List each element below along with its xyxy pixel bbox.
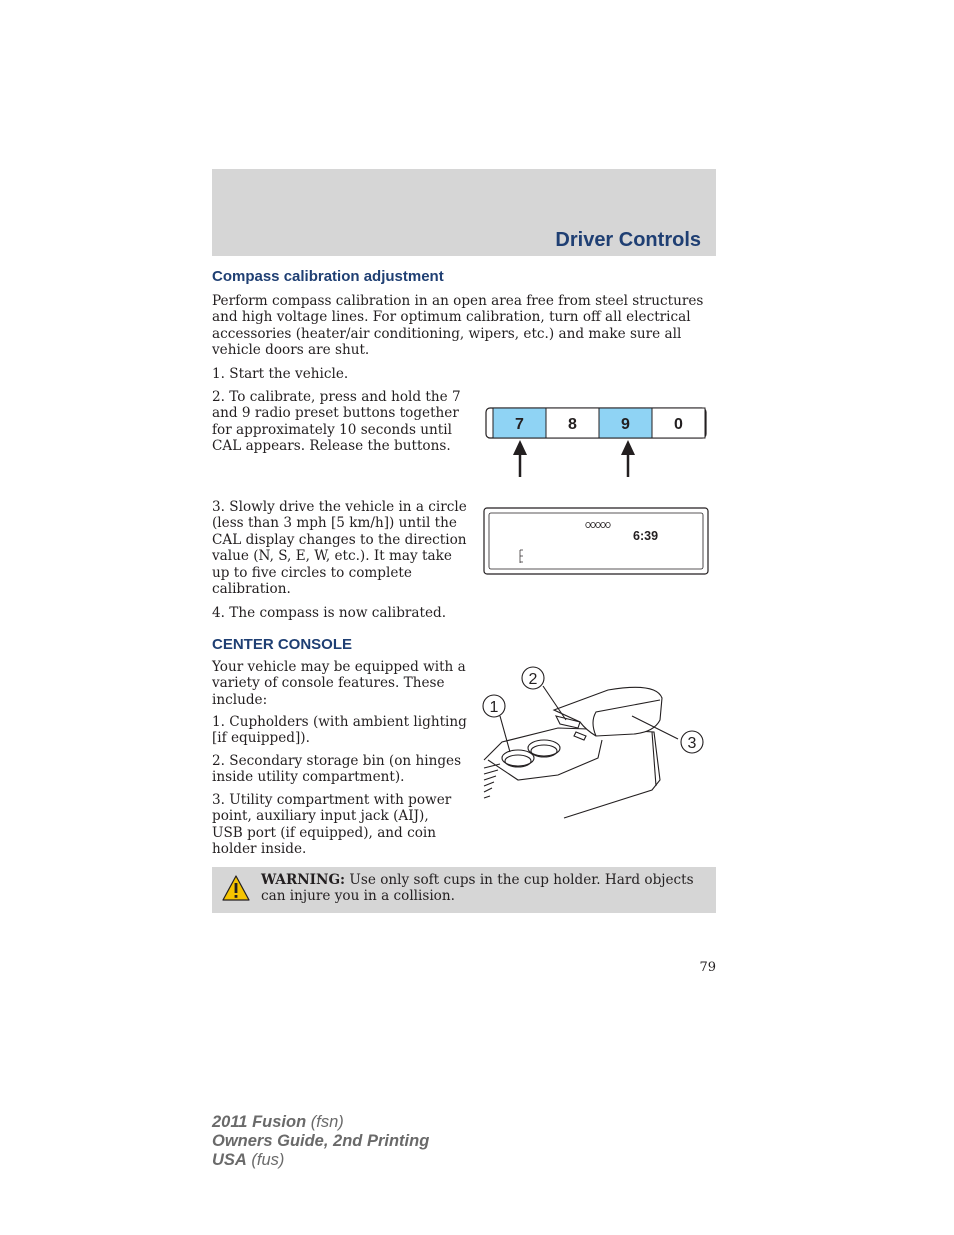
display-time: 6:39	[633, 529, 659, 543]
svg-text:2: 2	[528, 671, 538, 688]
warning-box	[212, 867, 716, 913]
center-console-illustration	[478, 660, 716, 820]
arrow-up-icon	[621, 440, 635, 477]
preset-button-label-8: 8	[568, 416, 577, 433]
console-body-outline	[484, 728, 660, 818]
compass-intro: Perform compass calibration in an open area free from steel structures and high voltage lines. For optimum calibration, turn off all electrical accessories (heater/air conditioning, wipers, etc.) and make sure all vehicle doors are shut.	[212, 293, 704, 359]
storage-latch	[574, 732, 586, 740]
callout-1	[483, 695, 505, 717]
document-footer	[212, 1113, 429, 1170]
callout-leader-1	[500, 716, 510, 752]
compass-heading: Compass calibration adjustment	[212, 268, 444, 285]
compass-display-figure	[482, 506, 712, 578]
display-outer-frame	[484, 508, 708, 574]
console-intro: Your vehicle may be equipped with a variety of console features. These include:	[212, 659, 466, 708]
warning-label: WARNING:	[261, 872, 346, 888]
callout-2	[522, 667, 544, 689]
page-number: 79	[699, 960, 716, 975]
footer-model-code: (fsn)	[306, 1113, 344, 1131]
warning-body: Use only soft cups in the cup holder. Hard objects can injure you in a collision.	[261, 872, 694, 905]
svg-text:3: 3	[687, 735, 697, 752]
section-title: Driver Controls	[555, 229, 701, 251]
arrow-up-icon	[513, 440, 527, 477]
warning-triangle-icon	[221, 874, 251, 902]
console-item-2: 2. Secondary storage bin (on hinges inside utility compartment).	[212, 753, 462, 786]
callout-leader-2	[543, 686, 566, 720]
section-header-band	[212, 169, 716, 256]
footer-market-code: (fus)	[246, 1151, 285, 1169]
console-heading: CENTER CONSOLE	[212, 636, 353, 653]
compass-step-2: 2. To calibrate, press and hold the 7 and 9 radio preset buttons together for approximately 10 seconds until CAL appears. Release the buttons.	[212, 389, 461, 455]
footer-guide-edition: Owners Guide, 2nd Printing	[212, 1132, 430, 1150]
preset-button-label-9: 9	[621, 416, 630, 433]
preset-button-label-0: 0	[674, 416, 683, 433]
callout-3	[681, 731, 703, 753]
console-item-1: 1. Cupholders (with ambient lighting [if equipped]).	[212, 714, 467, 747]
footer-model: 2011 Fusion	[212, 1113, 307, 1131]
compass-step-1: 1. Start the vehicle.	[212, 366, 349, 382]
warning-message	[261, 872, 701, 905]
preset-button-label-7: 7	[515, 416, 524, 433]
compass-step-4: 4. The compass is now calibrated.	[212, 605, 447, 621]
footer-market: USA	[212, 1151, 247, 1169]
console-item-3: 3. Utility compartment with power point, auxiliary input jack (AIJ), USB port (if equipped), and coin holder inside.	[212, 792, 452, 858]
svg-text:1: 1	[489, 699, 499, 716]
compass-step-3: 3. Slowly drive the vehicle in a circle (less than 3 mph [5 km/h]) until the CAL display changes to the direction value (N, S, E, W, etc.). It may take up to five circles to complete calibration.	[212, 499, 467, 598]
preset-buttons-figure	[480, 400, 716, 482]
